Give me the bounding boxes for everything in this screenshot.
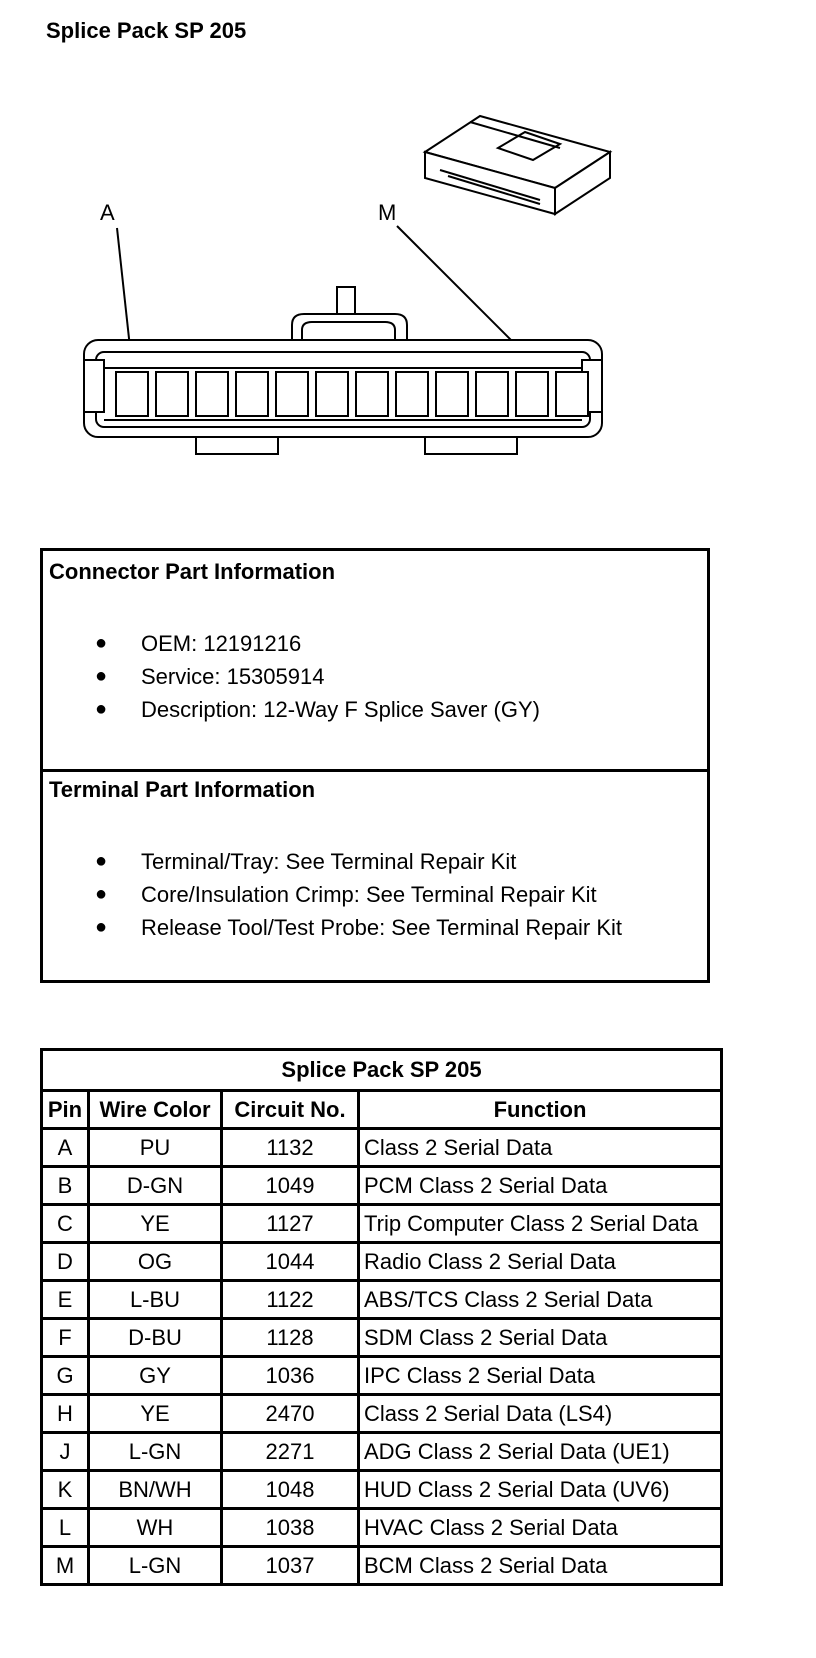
terminal-info-heading: Terminal Part Information [49,777,316,802]
terminal-part-info [43,769,707,980]
circuit-cell: 1036 [222,1357,359,1395]
circuit-cell: 1044 [222,1243,359,1281]
function-cell: BCM Class 2 Serial Data [359,1547,722,1585]
cavity [436,372,468,416]
header-circuit-no: Circuit No. [222,1091,359,1129]
circuit-cell: 1037 [222,1547,359,1585]
table-caption: Splice Pack SP 205 [42,1050,722,1091]
circuit-cell: 1128 [222,1319,359,1357]
pin-cell: H [42,1395,89,1433]
bullet-icon: ● [95,850,108,872]
header-function: Function [359,1091,722,1129]
pin-cell: G [42,1357,89,1395]
table-row [42,1547,722,1585]
header-wire-color: Wire Color [89,1091,222,1129]
pin-cell: A [42,1129,89,1167]
cavity [196,372,228,416]
connector-description: Description: 12-Way F Splice Saver (GY) [141,697,540,722]
page-title: Splice Pack SP 205 [46,18,247,43]
connector-thumbnail [425,116,610,214]
function-cell: ABS/TCS Class 2 Serial Data [359,1281,722,1319]
table-row [42,1471,722,1509]
pin-cell: J [42,1433,89,1471]
terminal-tray: Terminal/Tray: See Terminal Repair Kit [141,849,517,874]
table-row [42,1205,722,1243]
bullet-icon: ● [95,698,108,720]
connector-info-heading: Connector Part Information [49,559,336,584]
bullet-icon: ● [95,883,108,905]
function-cell: Class 2 Serial Data [359,1129,722,1167]
connector-service: Service: 15305914 [141,664,325,689]
connector-oem: OEM: 12191216 [141,631,302,656]
cavity [116,372,148,416]
table-row [42,1167,722,1205]
cavity [236,372,268,416]
function-cell: SDM Class 2 Serial Data [359,1319,722,1357]
circuit-cell: 1127 [222,1205,359,1243]
function-cell: PCM Class 2 Serial Data [359,1167,722,1205]
terminal-release-tool: Release Tool/Test Probe: See Terminal Repair Kit [141,915,622,940]
table-row [42,1433,722,1471]
circuit-cell: 1049 [222,1167,359,1205]
circuit-cell: 2470 [222,1395,359,1433]
pin-cell: K [42,1471,89,1509]
cavity [276,372,308,416]
function-cell: IPC Class 2 Serial Data [359,1357,722,1395]
wire-color-cell: YE [89,1205,222,1243]
cavity [316,372,348,416]
wire-color-cell: L-GN [89,1547,222,1585]
wire-color-cell: L-BU [89,1281,222,1319]
bullet-icon: ● [95,665,108,687]
cavity [396,372,428,416]
function-cell: Radio Class 2 Serial Data [359,1243,722,1281]
table-row [42,1243,722,1281]
pin-cell: B [42,1167,89,1205]
table-row [42,1129,722,1167]
pin-cell: C [42,1205,89,1243]
circuit-cell: 1038 [222,1509,359,1547]
pin-cell: E [42,1281,89,1319]
connector-face [84,287,602,454]
table-row [42,1357,722,1395]
function-cell: HVAC Class 2 Serial Data [359,1509,722,1547]
connector-diagram [0,0,816,480]
cavity [156,372,188,416]
function-cell: ADG Class 2 Serial Data (UE1) [359,1433,722,1471]
pin-cell: D [42,1243,89,1281]
wire-color-cell: GY [89,1357,222,1395]
circuit-cell: 1132 [222,1129,359,1167]
pin-cell: L [42,1509,89,1547]
wire-color-cell: L-GN [89,1433,222,1471]
pin-cell: F [42,1319,89,1357]
wire-color-cell: PU [89,1129,222,1167]
wire-color-cell: D-BU [89,1319,222,1357]
header-pin: Pin [42,1091,89,1129]
circuit-cell: 1048 [222,1471,359,1509]
table-row [42,1509,722,1547]
function-cell: HUD Class 2 Serial Data (UV6) [359,1471,722,1509]
bullet-icon: ● [95,632,108,654]
wire-color-cell: D-GN [89,1167,222,1205]
cavity [556,372,588,416]
wire-color-cell: BN/WH [89,1471,222,1509]
connector-part-info [43,551,707,772]
pin-m-label: M [378,200,397,225]
table-row [42,1319,722,1357]
circuit-cell: 2271 [222,1433,359,1471]
pin-cell: M [42,1547,89,1585]
circuit-cell: 1122 [222,1281,359,1319]
table-row [42,1281,722,1319]
part-info-box [40,548,710,983]
function-cell: Class 2 Serial Data (LS4) [359,1395,722,1433]
terminal-crimp: Core/Insulation Crimp: See Terminal Repair Kit [141,882,597,907]
pin-table [40,1048,723,1586]
wire-color-cell: OG [89,1243,222,1281]
pin-a-label: A [100,200,115,225]
wire-color-cell: WH [89,1509,222,1547]
wire-color-cell: YE [89,1395,222,1433]
cavity [476,372,508,416]
cavity [356,372,388,416]
table-row [42,1395,722,1433]
cavity [516,372,548,416]
function-cell: Trip Computer Class 2 Serial Data [359,1205,722,1243]
bullet-icon: ● [95,916,108,938]
